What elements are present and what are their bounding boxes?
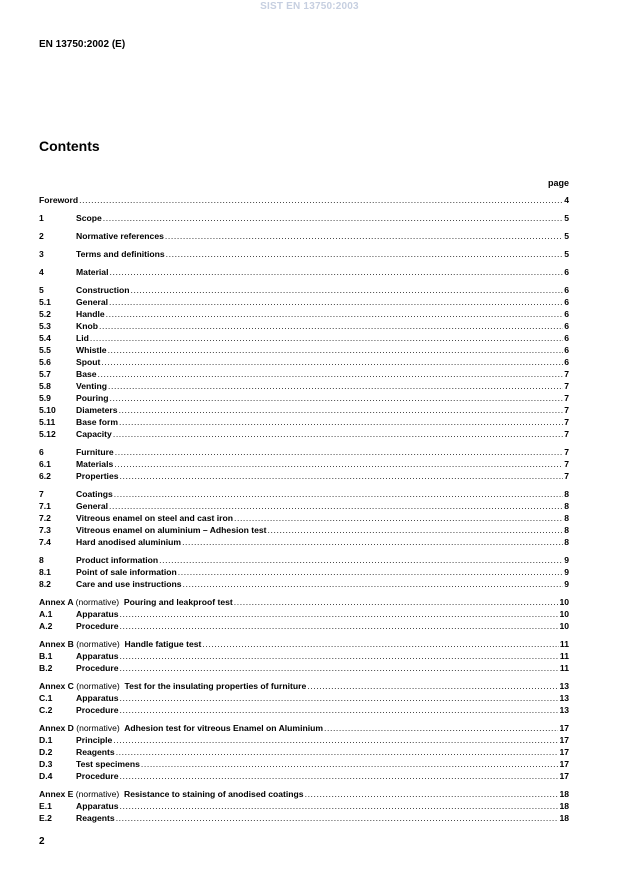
toc-entry[interactable] <box>39 356 569 368</box>
toc-page-number: 7 <box>564 417 569 427</box>
toc-section-number: C.1 <box>39 693 53 703</box>
toc-entry[interactable] <box>39 470 569 482</box>
toc-page-number: 8 <box>564 513 569 523</box>
toc-entry[interactable] <box>39 344 569 356</box>
toc-page-number: 18 <box>559 789 569 799</box>
toc-annex-heading <box>39 680 306 692</box>
toc-section-title: Apparatus <box>76 801 119 811</box>
toc-section-title: Procedure <box>76 705 119 715</box>
toc-group <box>39 638 569 674</box>
dot-leader <box>268 524 564 536</box>
toc-annex-entry[interactable] <box>39 680 569 692</box>
annex-title: Test for the insulating properties of furniture <box>124 681 307 691</box>
toc-annex-entry[interactable] <box>39 638 569 650</box>
toc-section-title: Construction <box>76 285 130 295</box>
toc-page-number: 6 <box>564 345 569 355</box>
toc-group <box>39 788 569 824</box>
toc-page-number: 6 <box>564 333 569 343</box>
toc-section-number: 5.11 <box>39 417 56 427</box>
toc-entry[interactable] <box>39 758 569 770</box>
toc-entry[interactable] <box>39 296 569 308</box>
dot-leader <box>120 470 564 482</box>
toc-section-number: 5.10 <box>39 405 56 415</box>
dot-leader <box>113 734 558 746</box>
dot-leader <box>108 344 564 356</box>
toc-entry[interactable] <box>39 692 569 704</box>
toc-page-number: 5 <box>564 231 569 241</box>
toc-page-number: 17 <box>559 735 569 745</box>
toc-entry[interactable] <box>39 392 569 404</box>
toc-section-title: Pouring <box>76 393 109 403</box>
toc-section-number: B.1 <box>39 651 53 661</box>
toc-section-title: Properties <box>76 471 119 481</box>
toc-section-number: 7 <box>39 489 44 499</box>
toc-page-number: 6 <box>564 297 569 307</box>
toc-section-title: Diameters <box>76 405 118 415</box>
toc-entry[interactable] <box>39 512 569 524</box>
toc-entry[interactable] <box>39 266 569 278</box>
dot-leader <box>120 800 559 812</box>
toc-section-number: 5.4 <box>39 333 51 343</box>
toc-entry[interactable] <box>39 320 569 332</box>
toc-entry[interactable] <box>39 650 569 662</box>
toc-entry[interactable] <box>39 248 569 260</box>
dot-leader <box>120 704 559 716</box>
toc-section-title: Material <box>76 267 109 277</box>
annex-title: Pouring and leakproof test <box>123 597 233 607</box>
toc-entry[interactable] <box>39 812 569 824</box>
toc-page-number: 17 <box>559 723 569 733</box>
toc-section-title: Reagents <box>76 747 115 757</box>
dot-leader <box>90 332 563 344</box>
dot-leader <box>119 416 563 428</box>
toc-section-number: 6.2 <box>39 471 51 481</box>
toc-page-number: 5 <box>564 249 569 259</box>
toc-section-number: 5.8 <box>39 381 51 391</box>
toc-section-number: 5.1 <box>39 297 51 307</box>
toc-section-title: Whistle <box>76 345 107 355</box>
document-id: EN 13750:2002 (E) <box>39 39 126 50</box>
toc-entry[interactable] <box>39 416 569 428</box>
toc-entry[interactable] <box>39 734 569 746</box>
toc-section-title: Spout <box>76 357 101 367</box>
toc-section-title: Furniture <box>76 447 114 457</box>
toc-entry[interactable] <box>39 368 569 380</box>
dot-leader <box>114 458 563 470</box>
toc-section-number: 8.1 <box>39 567 51 577</box>
dot-leader <box>234 596 559 608</box>
toc-group <box>39 194 569 206</box>
dot-leader <box>109 500 563 512</box>
toc-section-number: 7.3 <box>39 525 51 535</box>
annex-type: (normative) <box>76 723 120 733</box>
toc-section-number: E.1 <box>39 801 52 811</box>
toc-section-number: C.2 <box>39 705 53 715</box>
toc-page-number: 7 <box>564 405 569 415</box>
toc-entry[interactable] <box>39 212 569 224</box>
toc-section-number: 7.2 <box>39 513 51 523</box>
toc-section-title: Hard anodised aluminium <box>76 537 182 547</box>
dot-leader <box>307 680 558 692</box>
toc-section-number: D.3 <box>39 759 53 769</box>
dot-leader <box>120 692 559 704</box>
dot-leader <box>116 812 559 824</box>
toc-entry[interactable] <box>39 662 569 674</box>
toc-annex-heading <box>39 788 304 800</box>
toc-page-number: 17 <box>559 759 569 769</box>
toc-entry[interactable] <box>39 800 569 812</box>
toc-annex-heading <box>39 638 201 650</box>
dot-leader <box>119 404 564 416</box>
dot-leader <box>120 770 559 782</box>
dot-leader <box>101 356 563 368</box>
toc-entry[interactable] <box>39 704 569 716</box>
toc-page-number: 13 <box>559 693 569 703</box>
dot-leader <box>324 722 558 734</box>
dot-leader <box>99 320 563 332</box>
toc-entry[interactable] <box>39 746 569 758</box>
toc-page-number: 7 <box>564 471 569 481</box>
toc-section-number: 8 <box>39 555 44 565</box>
toc-section-title: Point of sale information <box>76 567 177 577</box>
toc-page-number: 7 <box>564 381 569 391</box>
toc-group <box>39 212 569 224</box>
toc-entry[interactable] <box>39 428 569 440</box>
toc-section-number: 4 <box>39 267 44 277</box>
toc-entry[interactable] <box>39 608 569 620</box>
dot-leader <box>79 194 563 206</box>
dot-leader <box>109 266 563 278</box>
toc-page-number: 8 <box>564 537 569 547</box>
toc-section-title: Procedure <box>76 621 119 631</box>
toc-entry[interactable] <box>39 524 569 536</box>
toc-section-title: Principle <box>76 735 113 745</box>
page-column-header: page <box>547 178 569 188</box>
dot-leader <box>106 308 564 320</box>
toc-page-number: 7 <box>564 429 569 439</box>
toc-entry[interactable] <box>39 308 569 320</box>
toc-group <box>39 230 569 242</box>
toc-page-number: 17 <box>559 771 569 781</box>
toc-entry[interactable] <box>39 770 569 782</box>
dot-leader <box>109 392 563 404</box>
toc-page-number: 10 <box>559 597 569 607</box>
toc-section-number: 5.3 <box>39 321 51 331</box>
toc-section-number: 5.2 <box>39 309 51 319</box>
toc-group <box>39 680 569 716</box>
toc-annex-entry[interactable] <box>39 722 569 734</box>
dot-leader <box>178 566 563 578</box>
toc-section-number: 5.9 <box>39 393 51 403</box>
toc-section-title: Handle <box>76 309 105 319</box>
toc-page-number: 11 <box>559 639 569 649</box>
toc-entry[interactable] <box>39 500 569 512</box>
toc-entry[interactable] <box>39 458 569 470</box>
dot-leader <box>120 620 559 632</box>
toc-page-number: 7 <box>564 447 569 457</box>
toc-group <box>39 266 569 278</box>
dot-leader <box>183 578 564 590</box>
toc-section-number: 6.1 <box>39 459 51 469</box>
toc-section-number: E.2 <box>39 813 52 823</box>
toc-page-number: 7 <box>564 459 569 469</box>
toc-section-number: D.1 <box>39 735 53 745</box>
toc-entry[interactable] <box>39 380 569 392</box>
toc-page-number: 10 <box>559 621 569 631</box>
page-number: 2 <box>39 836 45 847</box>
toc-annex-heading <box>39 722 323 734</box>
watermark: SIST EN 13750:2003 <box>260 1 359 12</box>
toc-annex-entry[interactable] <box>39 788 569 800</box>
toc-entry[interactable] <box>39 284 569 296</box>
annex-label: Annex B <box>39 639 74 649</box>
toc-group <box>39 248 569 260</box>
toc-page-number: 6 <box>564 309 569 319</box>
toc-section-title: Base form <box>76 417 119 427</box>
annex-label: Annex E <box>39 789 74 799</box>
toc-page-number: 9 <box>564 567 569 577</box>
dot-leader <box>130 284 563 296</box>
annex-label: Annex A <box>39 597 74 607</box>
toc-section-number: D.4 <box>39 771 53 781</box>
toc-section-title: Vitreous enamel on steel and cast iron <box>76 513 233 523</box>
toc-group <box>39 596 569 632</box>
toc-section-title: Terms and definitions <box>76 249 165 259</box>
toc-page-number: 9 <box>564 555 569 565</box>
dot-leader <box>114 488 563 500</box>
toc-section-title: Scope <box>76 213 102 223</box>
toc-section-title: General <box>76 297 109 307</box>
toc-page-number: 8 <box>564 501 569 511</box>
toc-section-title: Coatings <box>76 489 113 499</box>
toc-page-number: 4 <box>564 195 569 205</box>
toc-page-number: 5 <box>564 213 569 223</box>
annex-type: (normative) <box>75 597 120 607</box>
dot-leader <box>98 368 564 380</box>
toc-section-title: Procedure <box>76 663 119 673</box>
toc-section-number: A.1 <box>39 609 53 619</box>
toc-page-number: 6 <box>564 321 569 331</box>
dot-leader <box>234 512 563 524</box>
toc-section-title: Reagents <box>76 813 115 823</box>
toc-page-number: 13 <box>559 705 569 715</box>
dot-leader <box>113 428 563 440</box>
toc-annex-heading <box>39 596 233 608</box>
toc-entry[interactable] <box>39 332 569 344</box>
toc-section-number: 7.1 <box>39 501 51 511</box>
dot-leader <box>165 230 563 242</box>
annex-label: Annex C <box>39 681 74 691</box>
toc-annex-entry[interactable] <box>39 596 569 608</box>
dot-leader <box>166 248 564 260</box>
dot-leader <box>120 608 559 620</box>
toc-section-title: Capacity <box>76 429 112 439</box>
toc-section-title: Vitreous enamel on aluminium – Adhesion test <box>76 525 267 535</box>
toc-section-number: 5.6 <box>39 357 51 367</box>
toc-section-title: Knob <box>76 321 98 331</box>
toc-page-number: 18 <box>559 813 569 823</box>
annex-title: Handle fatigue test <box>124 639 202 649</box>
dot-leader <box>108 380 563 392</box>
toc-entry[interactable] <box>39 230 569 242</box>
annex-label: Annex D <box>39 723 74 733</box>
toc-entry[interactable] <box>39 404 569 416</box>
toc-group <box>39 488 569 548</box>
toc-section-title: General <box>76 501 109 511</box>
toc-page-number: 17 <box>559 747 569 757</box>
annex-type: (normative) <box>76 639 120 649</box>
dot-leader <box>115 446 564 458</box>
toc-section-number: 8.2 <box>39 579 51 589</box>
toc-entry[interactable] <box>39 488 569 500</box>
toc-page-number: 6 <box>564 267 569 277</box>
dot-leader <box>116 746 559 758</box>
dot-leader <box>182 536 563 548</box>
toc-page-number: 9 <box>564 579 569 589</box>
annex-title: Resistance to staining of anodised coatings <box>124 789 304 799</box>
toc-section-number: 5.12 <box>39 429 56 439</box>
toc-section-title: Care and use instructions <box>76 579 182 589</box>
toc-section-number: 7.4 <box>39 537 51 547</box>
toc-entry[interactable] <box>39 554 569 566</box>
dot-leader <box>103 212 563 224</box>
toc-group <box>39 722 569 782</box>
toc-group <box>39 554 569 590</box>
toc-section-title: Venting <box>76 381 108 391</box>
toc-section-title: Product information <box>76 555 159 565</box>
toc-section-number: D.2 <box>39 747 53 757</box>
table-of-contents <box>39 194 569 830</box>
dot-leader <box>202 638 559 650</box>
annex-type: (normative) <box>75 789 120 799</box>
dot-leader <box>120 650 559 662</box>
toc-section-title: Apparatus <box>76 609 119 619</box>
toc-section-number: 5.5 <box>39 345 51 355</box>
toc-section-number: A.2 <box>39 621 53 631</box>
toc-section-title: Procedure <box>76 771 119 781</box>
toc-page-number: 8 <box>564 489 569 499</box>
toc-section-number: 2 <box>39 231 44 241</box>
toc-group <box>39 284 569 440</box>
toc-page-number: 6 <box>564 285 569 295</box>
toc-section-title: Normative references <box>76 231 164 241</box>
page-title: Contents <box>39 138 100 154</box>
toc-section-title: Lid <box>76 333 89 343</box>
toc-page-number: 7 <box>564 369 569 379</box>
dot-leader <box>305 788 559 800</box>
toc-entry[interactable] <box>39 446 569 458</box>
toc-entry[interactable] <box>39 194 569 206</box>
toc-section-title: Apparatus <box>76 693 119 703</box>
toc-page-number: 7 <box>564 393 569 403</box>
toc-section-number: 3 <box>39 249 44 259</box>
toc-section-title: Apparatus <box>76 651 119 661</box>
annex-title: Adhesion test for vitreous Enamel on Aluminium <box>124 723 323 733</box>
toc-section-number: B.2 <box>39 663 53 673</box>
toc-section-title: Foreword <box>39 195 79 205</box>
toc-page-number: 18 <box>559 801 569 811</box>
toc-section-title: Test specimens <box>76 759 140 769</box>
dot-leader <box>159 554 563 566</box>
toc-page-number: 13 <box>559 681 569 691</box>
toc-page-number: 10 <box>559 609 569 619</box>
toc-page-number: 11 <box>559 651 569 661</box>
toc-section-number: 5.7 <box>39 369 51 379</box>
annex-type: (normative) <box>76 681 120 691</box>
dot-leader <box>120 662 559 674</box>
dot-leader <box>109 296 563 308</box>
toc-entry[interactable] <box>39 620 569 632</box>
toc-section-number: 6 <box>39 447 44 457</box>
toc-section-number: 5 <box>39 285 44 295</box>
dot-leader <box>141 758 559 770</box>
toc-section-title: Base <box>76 369 97 379</box>
toc-section-title: Materials <box>76 459 114 469</box>
toc-page-number: 11 <box>559 663 569 673</box>
toc-section-number: 1 <box>39 213 44 223</box>
toc-entry[interactable] <box>39 566 569 578</box>
toc-group <box>39 446 569 482</box>
toc-entry[interactable] <box>39 578 569 590</box>
toc-entry[interactable] <box>39 536 569 548</box>
toc-page-number: 6 <box>564 357 569 367</box>
toc-page-number: 8 <box>564 525 569 535</box>
